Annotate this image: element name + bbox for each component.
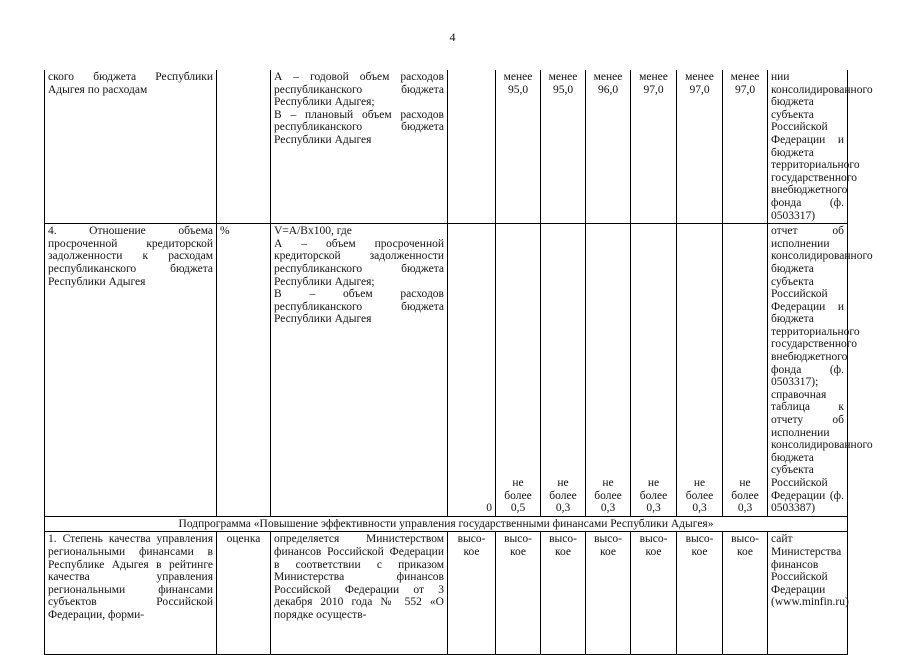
unit-cell: % [217, 224, 271, 517]
indicators-table [44, 70, 873, 655]
value-cell: менее 97,0 [723, 70, 768, 224]
base-value-cell [448, 70, 496, 224]
indicator-name-cell: ского бюджета Республики Адыгея по расходам [45, 70, 217, 224]
indicator-name-cell: 4. Отношение объема просроченной кредиторской задолженности к расходам республиканского бюджета Республики Адыгея [45, 224, 217, 517]
value-cell: менее 97,0 [631, 70, 677, 224]
value-cell: не более 0,3 [723, 224, 768, 517]
unit-cell [217, 70, 271, 224]
formula-cell: определяется Министерством финансов Российской Федерации в соответствии с приказом Министерства финансов Российской Федерации от 3 декабря 2010 года № 552 «О порядке осуществ- [271, 532, 448, 655]
value-cell: менее 97,0 [677, 70, 723, 224]
value-cell: менее 95,0 [541, 70, 586, 224]
value-cell: высо- кое [541, 532, 586, 655]
indicator-name-cell: 1. Степень качества управления региональными финансами в Республике Адыгея в рейтинге качества управления региональными финансами субъектов Российской Федерации, форми- [45, 532, 217, 655]
value-cell: менее 96,0 [586, 70, 631, 224]
formula-cell: А – годовой объем расходов республиканского бюджета Республики Адыгея; В – плановый объем расходов республиканского бюджета Республики Адыгея [271, 70, 448, 224]
formula-cell: V=A/Bx100, где А – объем просроченной кредиторской задолженности республиканского бюджета Республики Адыгея; В – объем расходов республиканского бюджета Республики Адыгея [271, 224, 448, 517]
base-value-cell: 0 [448, 224, 496, 517]
value-cell: высо- кое [631, 532, 677, 655]
unit-cell: оценка [217, 532, 271, 655]
page-number: 4 [449, 30, 456, 44]
value-cell: высо- кое [586, 532, 631, 655]
value-cell: высо- кое [448, 532, 496, 655]
value-cell: не более 0,5 [496, 224, 541, 517]
value-cell: не более 0,3 [541, 224, 586, 517]
subprogram-title: Подпрограмма «Повышение эффективности управления государственными финансами Республики Адыгея» [45, 516, 848, 532]
table-row-continued [45, 70, 848, 224]
source-cell: отчет об исполнении консолидированного бюджета субъекта Российской Федерации и бюджета территориального государственного внебюджетного фонда (ф. 0503317); справочная таблица к отчету об исполнении консолидированного бюджета субъекта Российской Федерации (ф. 0503387) [768, 224, 848, 517]
value-cell: высо- кое [677, 532, 723, 655]
value-cell: менее 95,0 [496, 70, 541, 224]
source-cell: нии консолидированного бюджета субъекта Российской Федерации и бюджета территориального государственного внебюджетного фонда (ф. 0503317) [768, 70, 848, 224]
value-cell: высо- кое [496, 532, 541, 655]
value-cell: высо- кое [723, 532, 768, 655]
table-row-indicator-1 [45, 532, 848, 655]
value-cell: не более 0,3 [677, 224, 723, 517]
table-row-subprogram [45, 516, 848, 532]
table-row-indicator-4 [45, 224, 848, 517]
source-cell: сайт Министерства финансов Российской Федерации (www.minfin.ru) [768, 532, 848, 655]
value-cell: не более 0,3 [631, 224, 677, 517]
value-cell: не более 0,3 [586, 224, 631, 517]
